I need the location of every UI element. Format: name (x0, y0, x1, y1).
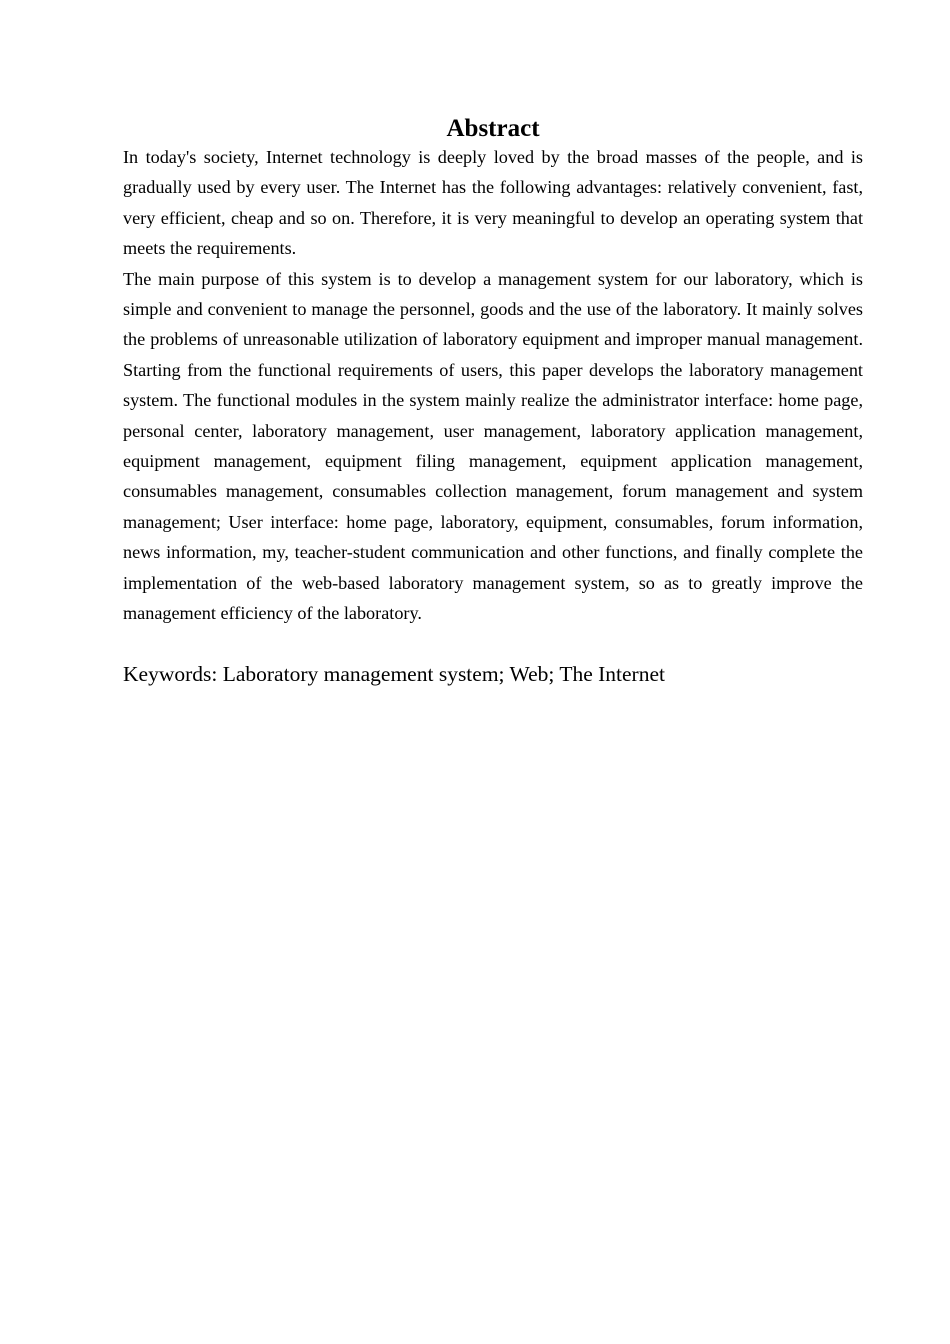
abstract-paragraph-1: In today's society, Internet technology is deeply loved by the broad masses of the people, and is gradually used by every user. The Internet has the following advantages: relatively convenient, fast, very efficient, cheap and so on. Therefore, it is very meaningful to develop an operating system that meets the requirements. (123, 147, 863, 259)
document-page (123, 112, 863, 689)
keywords-line: Keywords: Laboratory management system; Web; The Internet (123, 661, 665, 686)
abstract-title: Abstract (446, 115, 540, 142)
abstract-paragraph-2: The main purpose of this system is to develop a management system for our laboratory, which is simple and convenient to manage the personnel, goods and the use of the laboratory. It mainly solves the problems of unreasonable utilization of laboratory equipment and improper manual management. Starting from the functional requirements of users, this paper develops the laboratory management system. The functional modules in the system mainly realize the administrator interface: home page, personal center, laboratory management, user management, laboratory application management, equipment management, equipment filing management, equipment application management, consumables management, consumables collection management, forum management and system management; User interface: home page, laboratory, equipment, consumables, forum information, news information, my, teacher-student communication and other functions, and finally complete the implementation of the web-based laboratory management system, so as to greatly improve the management efficiency of the laboratory. (123, 268, 863, 624)
